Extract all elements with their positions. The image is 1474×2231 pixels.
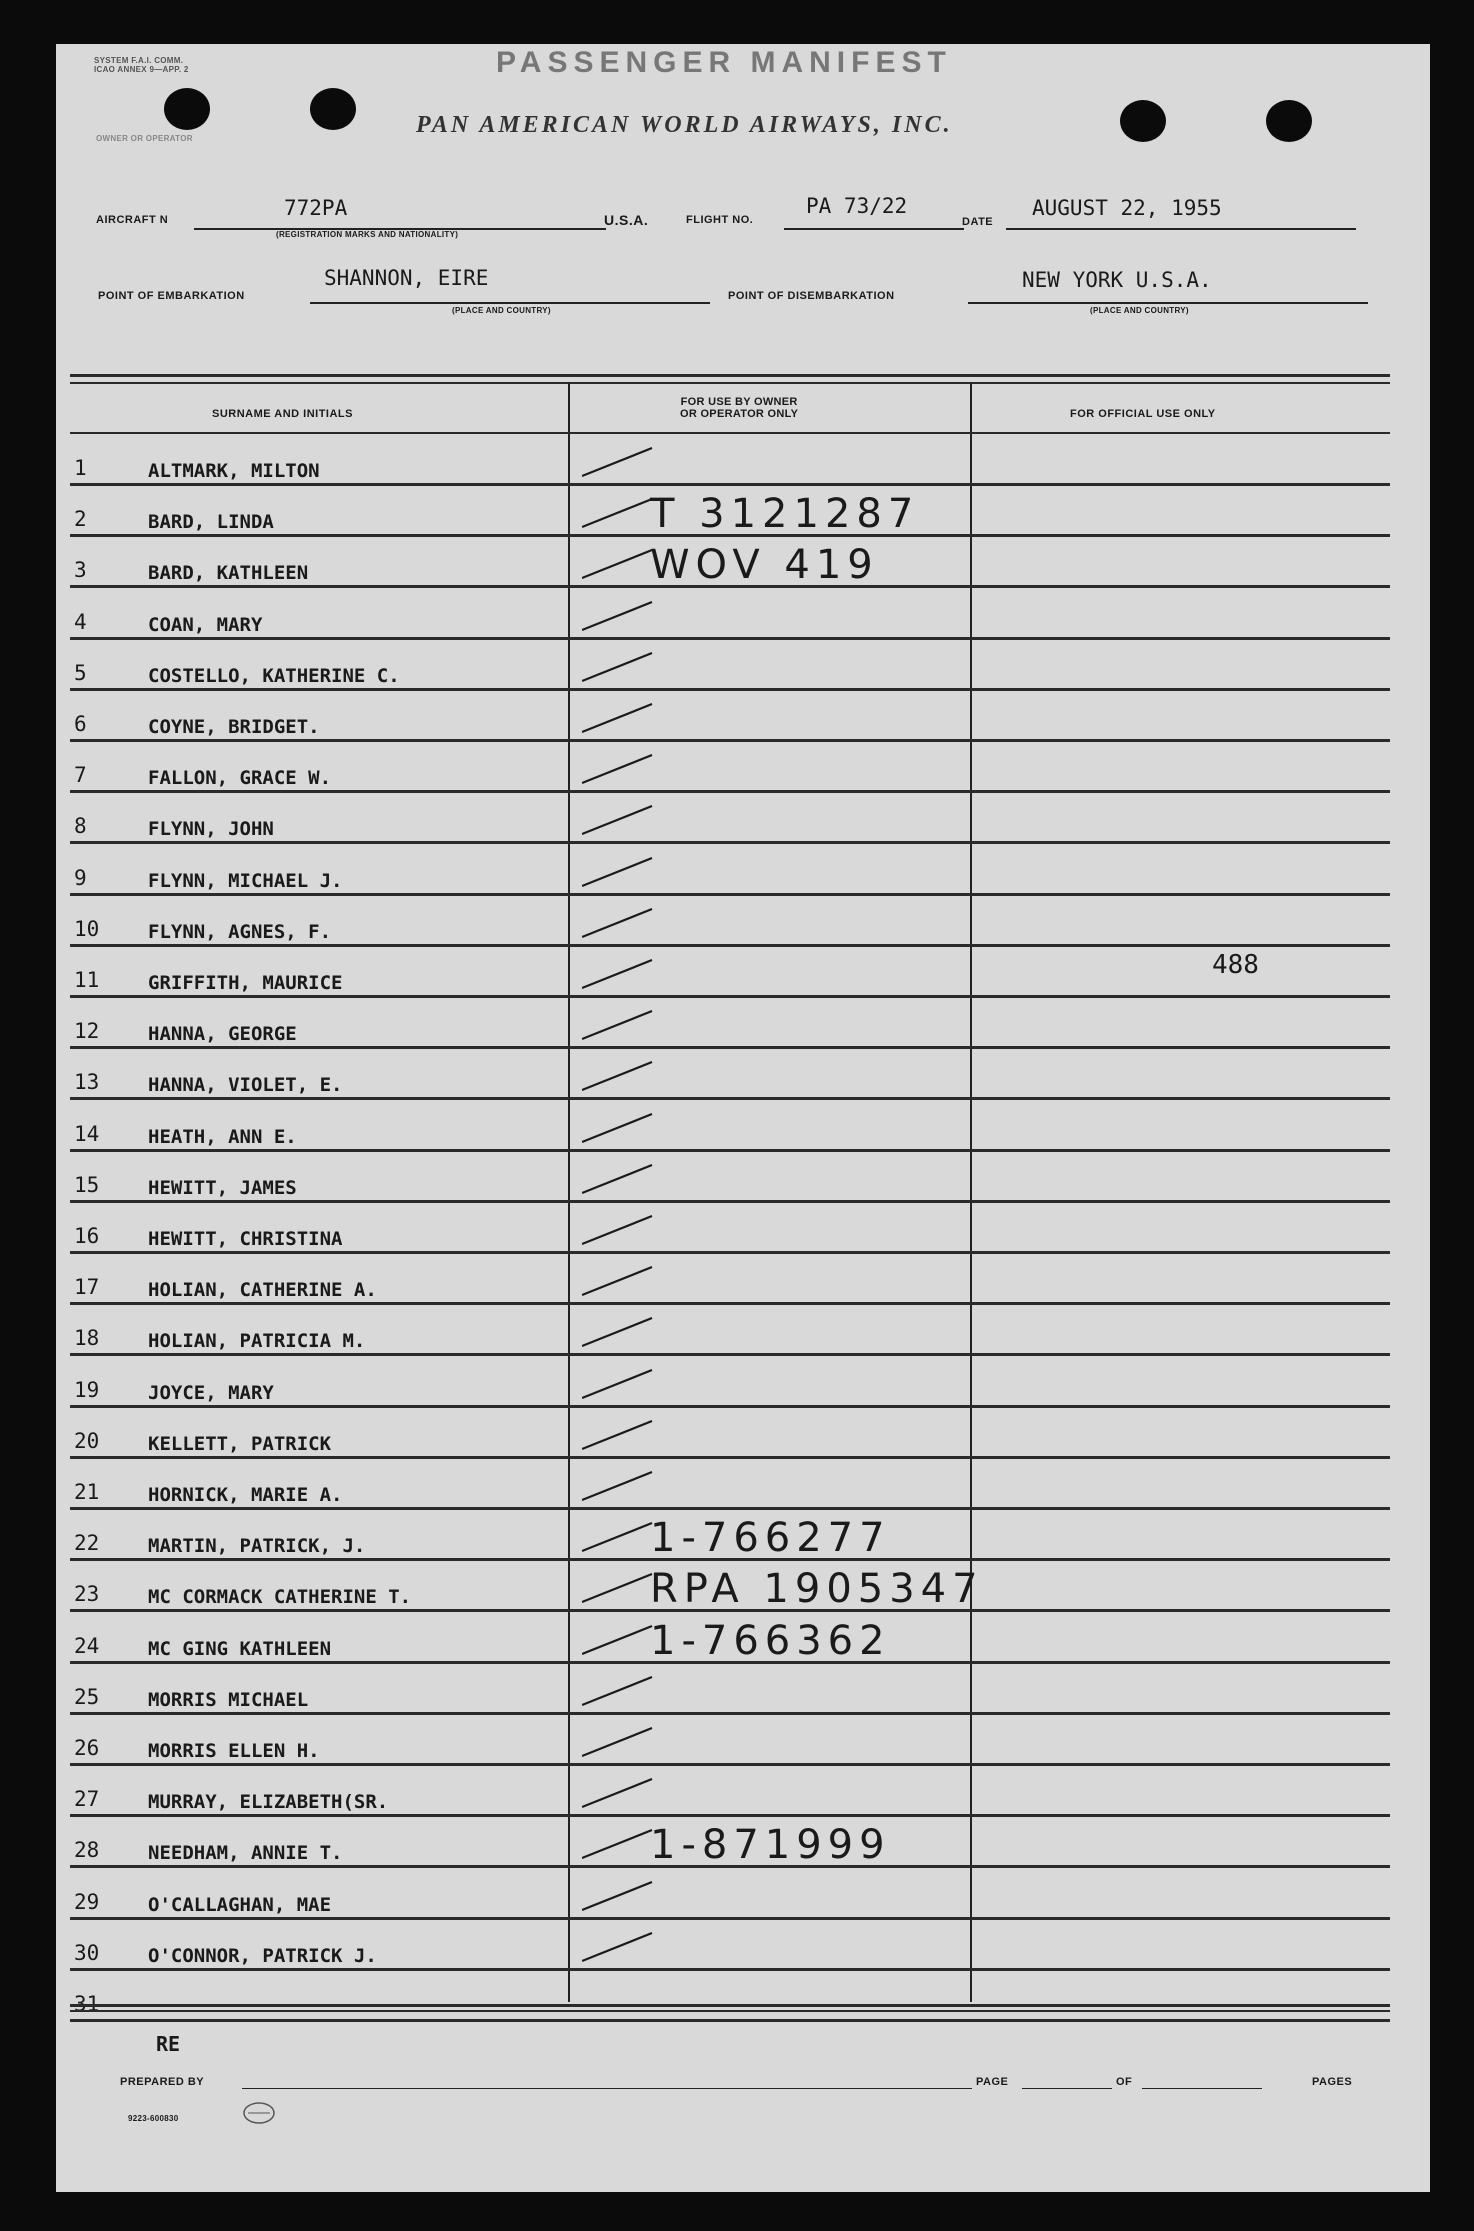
row-number: 12	[74, 1019, 100, 1044]
passenger-name: KELLETT, PATRICK	[148, 1432, 332, 1455]
row-rule	[70, 841, 1390, 844]
passenger-name: FALLON, GRACE W.	[148, 767, 332, 790]
table-row	[70, 846, 1370, 896]
manifest-page	[56, 44, 1430, 2192]
row-number: 13	[74, 1070, 100, 1095]
check-mark-icon	[582, 1466, 662, 1506]
disembark-label: POINT OF DISEMBARKATION	[728, 290, 895, 302]
check-mark-icon	[582, 1108, 662, 1148]
row-rule	[70, 790, 1390, 793]
passenger-name: HEWITT, CHRISTINA	[148, 1228, 343, 1250]
row-number: 11	[74, 968, 100, 992]
passenger-name: NEEDHAM, ANNIE T.	[148, 1842, 343, 1865]
row-rule	[70, 1302, 1390, 1305]
check-mark-icon	[582, 1927, 662, 1967]
table-row	[70, 641, 1370, 691]
row-number: 28	[74, 1838, 100, 1863]
row-number: 14	[74, 1121, 100, 1146]
passenger-name: HOLIAN, PATRICIA M.	[148, 1330, 366, 1353]
row-number: 8	[74, 814, 87, 839]
table-row	[70, 1972, 1370, 2022]
table-row	[70, 1870, 1370, 1920]
table-row	[70, 1460, 1370, 1510]
check-mark-icon	[582, 1261, 662, 1301]
row-rule	[70, 1712, 1390, 1715]
row-rule	[70, 1917, 1390, 1920]
passenger-name: FLYNN, AGNES, F.	[148, 920, 332, 943]
passenger-name: GRIFFITH, MAURICE	[148, 972, 343, 994]
row-rule	[70, 1405, 1390, 1408]
check-mark-icon	[582, 442, 662, 482]
punch-hole	[310, 88, 356, 130]
row-number: 4	[74, 609, 87, 634]
check-mark-icon	[582, 1876, 662, 1916]
col-header-official: FOR OFFICIAL USE ONLY	[1070, 408, 1216, 420]
check-mark-icon	[582, 852, 662, 892]
owner-label: OWNER OR OPERATOR	[96, 134, 193, 143]
row-number: 15	[74, 1172, 100, 1197]
passenger-name: MURRAY, ELIZABETH(SR.	[148, 1791, 389, 1814]
check-mark-icon	[582, 1159, 662, 1199]
passenger-name: FLYNN, MICHAEL J.	[148, 869, 343, 892]
nationality: U.S.A.	[604, 212, 649, 228]
punch-hole	[164, 88, 210, 130]
disembark-caption: (PLACE AND COUNTRY)	[1090, 306, 1189, 315]
row-rule	[70, 1456, 1390, 1459]
table-row	[70, 1921, 1370, 1971]
embark-caption: (PLACE AND COUNTRY)	[452, 306, 551, 315]
row-number: 5	[74, 660, 87, 685]
pages-label: PAGES	[1312, 2076, 1353, 2088]
table-row	[70, 1358, 1370, 1408]
ticket-code: 1-766277	[650, 1515, 891, 1562]
printer-seal-icon	[242, 2100, 276, 2130]
passenger-name: COSTELLO, KATHERINE C.	[148, 664, 400, 687]
row-number: 31	[74, 1992, 100, 2016]
ticket-code: 1-871999	[650, 1822, 891, 1869]
passenger-name: HEATH, ANN E.	[148, 1125, 297, 1148]
ticket-code: T 3121287	[650, 491, 920, 538]
check-mark-icon	[582, 1056, 662, 1096]
passenger-name: JOYCE, MARY	[148, 1381, 274, 1404]
col-header-owner-use: FOR USE BY OWNER OR OPERATOR ONLY	[680, 396, 799, 420]
passenger-name: MORRIS MICHAEL	[148, 1688, 309, 1711]
passenger-name: O'CONNOR, PATRICK J.	[148, 1944, 377, 1967]
passenger-name: MC GING KATHLEEN	[148, 1637, 332, 1660]
embark-value: SHANNON, EIRE	[324, 266, 489, 290]
passenger-name: FLYNN, JOHN	[148, 818, 274, 841]
check-mark-icon	[582, 903, 662, 943]
table-row	[70, 436, 1370, 486]
row-rule	[70, 1558, 1390, 1561]
row-rule	[70, 1251, 1390, 1254]
table-row	[70, 692, 1370, 742]
row-rule	[70, 585, 1390, 588]
passenger-name: HEWITT, JAMES	[148, 1176, 297, 1199]
row-rule	[70, 1763, 1390, 1766]
table-row	[70, 1614, 1370, 1664]
table-row	[70, 1665, 1370, 1715]
row-number: 24	[74, 1633, 100, 1658]
airline-name: PAN AMERICAN WORLD AIRWAYS, INC.	[416, 112, 953, 138]
check-mark-icon	[582, 1005, 662, 1045]
table-row	[70, 1306, 1370, 1356]
row-rule	[70, 1609, 1390, 1612]
punch-hole	[1120, 100, 1166, 142]
check-mark-icon	[582, 1773, 662, 1813]
row-number: 22	[74, 1531, 100, 1556]
passenger-name: MORRIS ELLEN H.	[148, 1740, 320, 1762]
row-rule	[70, 739, 1390, 742]
passenger-name: ALTMARK, MILTON	[148, 460, 320, 482]
row-number: 1	[74, 456, 87, 480]
initials: RE	[156, 2032, 181, 2056]
table-row	[70, 1409, 1370, 1459]
table-row	[70, 1562, 1370, 1612]
row-number: 19	[74, 1377, 100, 1402]
row-number: 9	[74, 865, 87, 890]
row-rule	[70, 1149, 1390, 1152]
form-title: PASSENGER MANIFEST	[496, 46, 952, 79]
passenger-name: BARD, KATHLEEN	[148, 562, 309, 585]
row-rule	[70, 1507, 1390, 1510]
table-row	[70, 1102, 1370, 1152]
row-rule	[70, 2019, 1390, 2022]
row-number: 7	[74, 763, 87, 788]
system-note: SYSTEM F.A.I. COMM. ICAO ANNEX 9—APP. 2	[94, 56, 189, 74]
row-number: 21	[74, 1480, 100, 1504]
row-rule	[70, 944, 1390, 947]
registration-caption: (REGISTRATION MARKS AND NATIONALITY)	[276, 230, 459, 239]
prepared-by-label: PREPARED BY	[120, 2076, 205, 2088]
row-number: 17	[74, 1275, 100, 1300]
table-row	[70, 1050, 1370, 1100]
table-row	[70, 1255, 1370, 1305]
check-mark-icon	[582, 1312, 662, 1352]
form-number: 9223-600830	[128, 2114, 179, 2123]
table-row	[70, 1204, 1370, 1254]
table-row	[70, 1511, 1370, 1561]
row-rule	[70, 1968, 1390, 1971]
check-mark-icon	[582, 749, 662, 789]
check-mark-icon	[582, 698, 662, 738]
check-mark-icon	[582, 1210, 662, 1250]
row-number: 10	[74, 916, 100, 941]
row-number: 3	[74, 558, 87, 583]
row-rule	[70, 1865, 1390, 1868]
table-row	[70, 1153, 1370, 1203]
row-number: 23	[74, 1582, 100, 1607]
row-rule	[70, 995, 1390, 998]
row-number: 6	[74, 712, 87, 736]
ticket-code: WOV 419	[650, 542, 879, 589]
table-row	[70, 794, 1370, 844]
date-value: AUGUST 22, 1955	[1032, 196, 1222, 220]
row-number: 18	[74, 1326, 100, 1351]
table-row	[70, 897, 1370, 947]
passenger-name: MARTIN, PATRICK, J.	[148, 1535, 366, 1558]
row-rule	[70, 1200, 1390, 1203]
table-row	[70, 1716, 1370, 1766]
check-mark-icon	[582, 596, 662, 636]
row-number: 20	[74, 1428, 100, 1453]
check-mark-icon	[582, 1671, 662, 1711]
embark-label: POINT OF EMBARKATION	[98, 290, 245, 302]
flight-value: PA 73/22	[806, 194, 908, 218]
official-note: 488	[1212, 950, 1259, 980]
passenger-name: MC CORMACK CATHERINE T.	[148, 1586, 412, 1609]
check-mark-icon	[582, 954, 662, 994]
of-label: OF	[1116, 2076, 1133, 2088]
table-row	[70, 487, 1370, 537]
row-number: 26	[74, 1736, 100, 1760]
row-number: 27	[74, 1787, 100, 1812]
punch-hole	[1266, 100, 1312, 142]
row-rule	[70, 1814, 1390, 1817]
row-number: 30	[74, 1940, 100, 1965]
row-rule	[70, 1661, 1390, 1664]
aircraft-label: AIRCRAFT N	[96, 214, 169, 226]
check-mark-icon	[582, 1722, 662, 1762]
row-rule	[70, 637, 1390, 640]
date-label: DATE	[962, 216, 994, 228]
table-row	[70, 1818, 1370, 1868]
row-rule	[70, 1353, 1390, 1356]
table-row	[70, 1767, 1370, 1817]
row-rule	[70, 688, 1390, 691]
row-rule	[70, 1097, 1390, 1100]
row-rule	[70, 534, 1390, 537]
table-row	[70, 999, 1370, 1049]
check-mark-icon	[582, 1415, 662, 1455]
row-number: 2	[74, 507, 87, 532]
passenger-name: HORNICK, MARIE A.	[148, 1484, 343, 1506]
ticket-code: RPA 1905347	[650, 1566, 984, 1613]
row-rule	[70, 483, 1390, 486]
passenger-name: COYNE, BRIDGET.	[148, 716, 320, 738]
table-row	[70, 590, 1370, 640]
row-rule	[70, 893, 1390, 896]
row-number: 25	[74, 1684, 100, 1709]
check-mark-icon	[582, 1364, 662, 1404]
passenger-name: HANNA, VIOLET, E.	[148, 1074, 343, 1097]
passenger-name: HANNA, GEORGE	[148, 1023, 297, 1046]
passenger-name: O'CALLAGHAN, MAE	[148, 1893, 332, 1916]
row-rule	[70, 1046, 1390, 1049]
page-label: PAGE	[976, 2076, 1009, 2088]
row-number: 29	[74, 1889, 100, 1914]
disembark-value: NEW YORK U.S.A.	[1022, 268, 1212, 292]
check-mark-icon	[582, 647, 662, 687]
flight-label: FLIGHT NO.	[686, 214, 754, 226]
col-header-surname: SURNAME AND INITIALS	[212, 408, 353, 420]
table-row	[70, 743, 1370, 793]
aircraft-value: 772PA	[284, 196, 348, 220]
passenger-name: COAN, MARY	[148, 613, 263, 636]
table-row	[70, 538, 1370, 588]
passenger-name: HOLIAN, CATHERINE A.	[148, 1279, 377, 1302]
ticket-code: 1-766362	[650, 1617, 891, 1664]
row-number: 16	[74, 1224, 100, 1248]
passenger-name: BARD, LINDA	[148, 511, 274, 534]
table-row	[70, 948, 1370, 998]
check-mark-icon	[582, 800, 662, 840]
